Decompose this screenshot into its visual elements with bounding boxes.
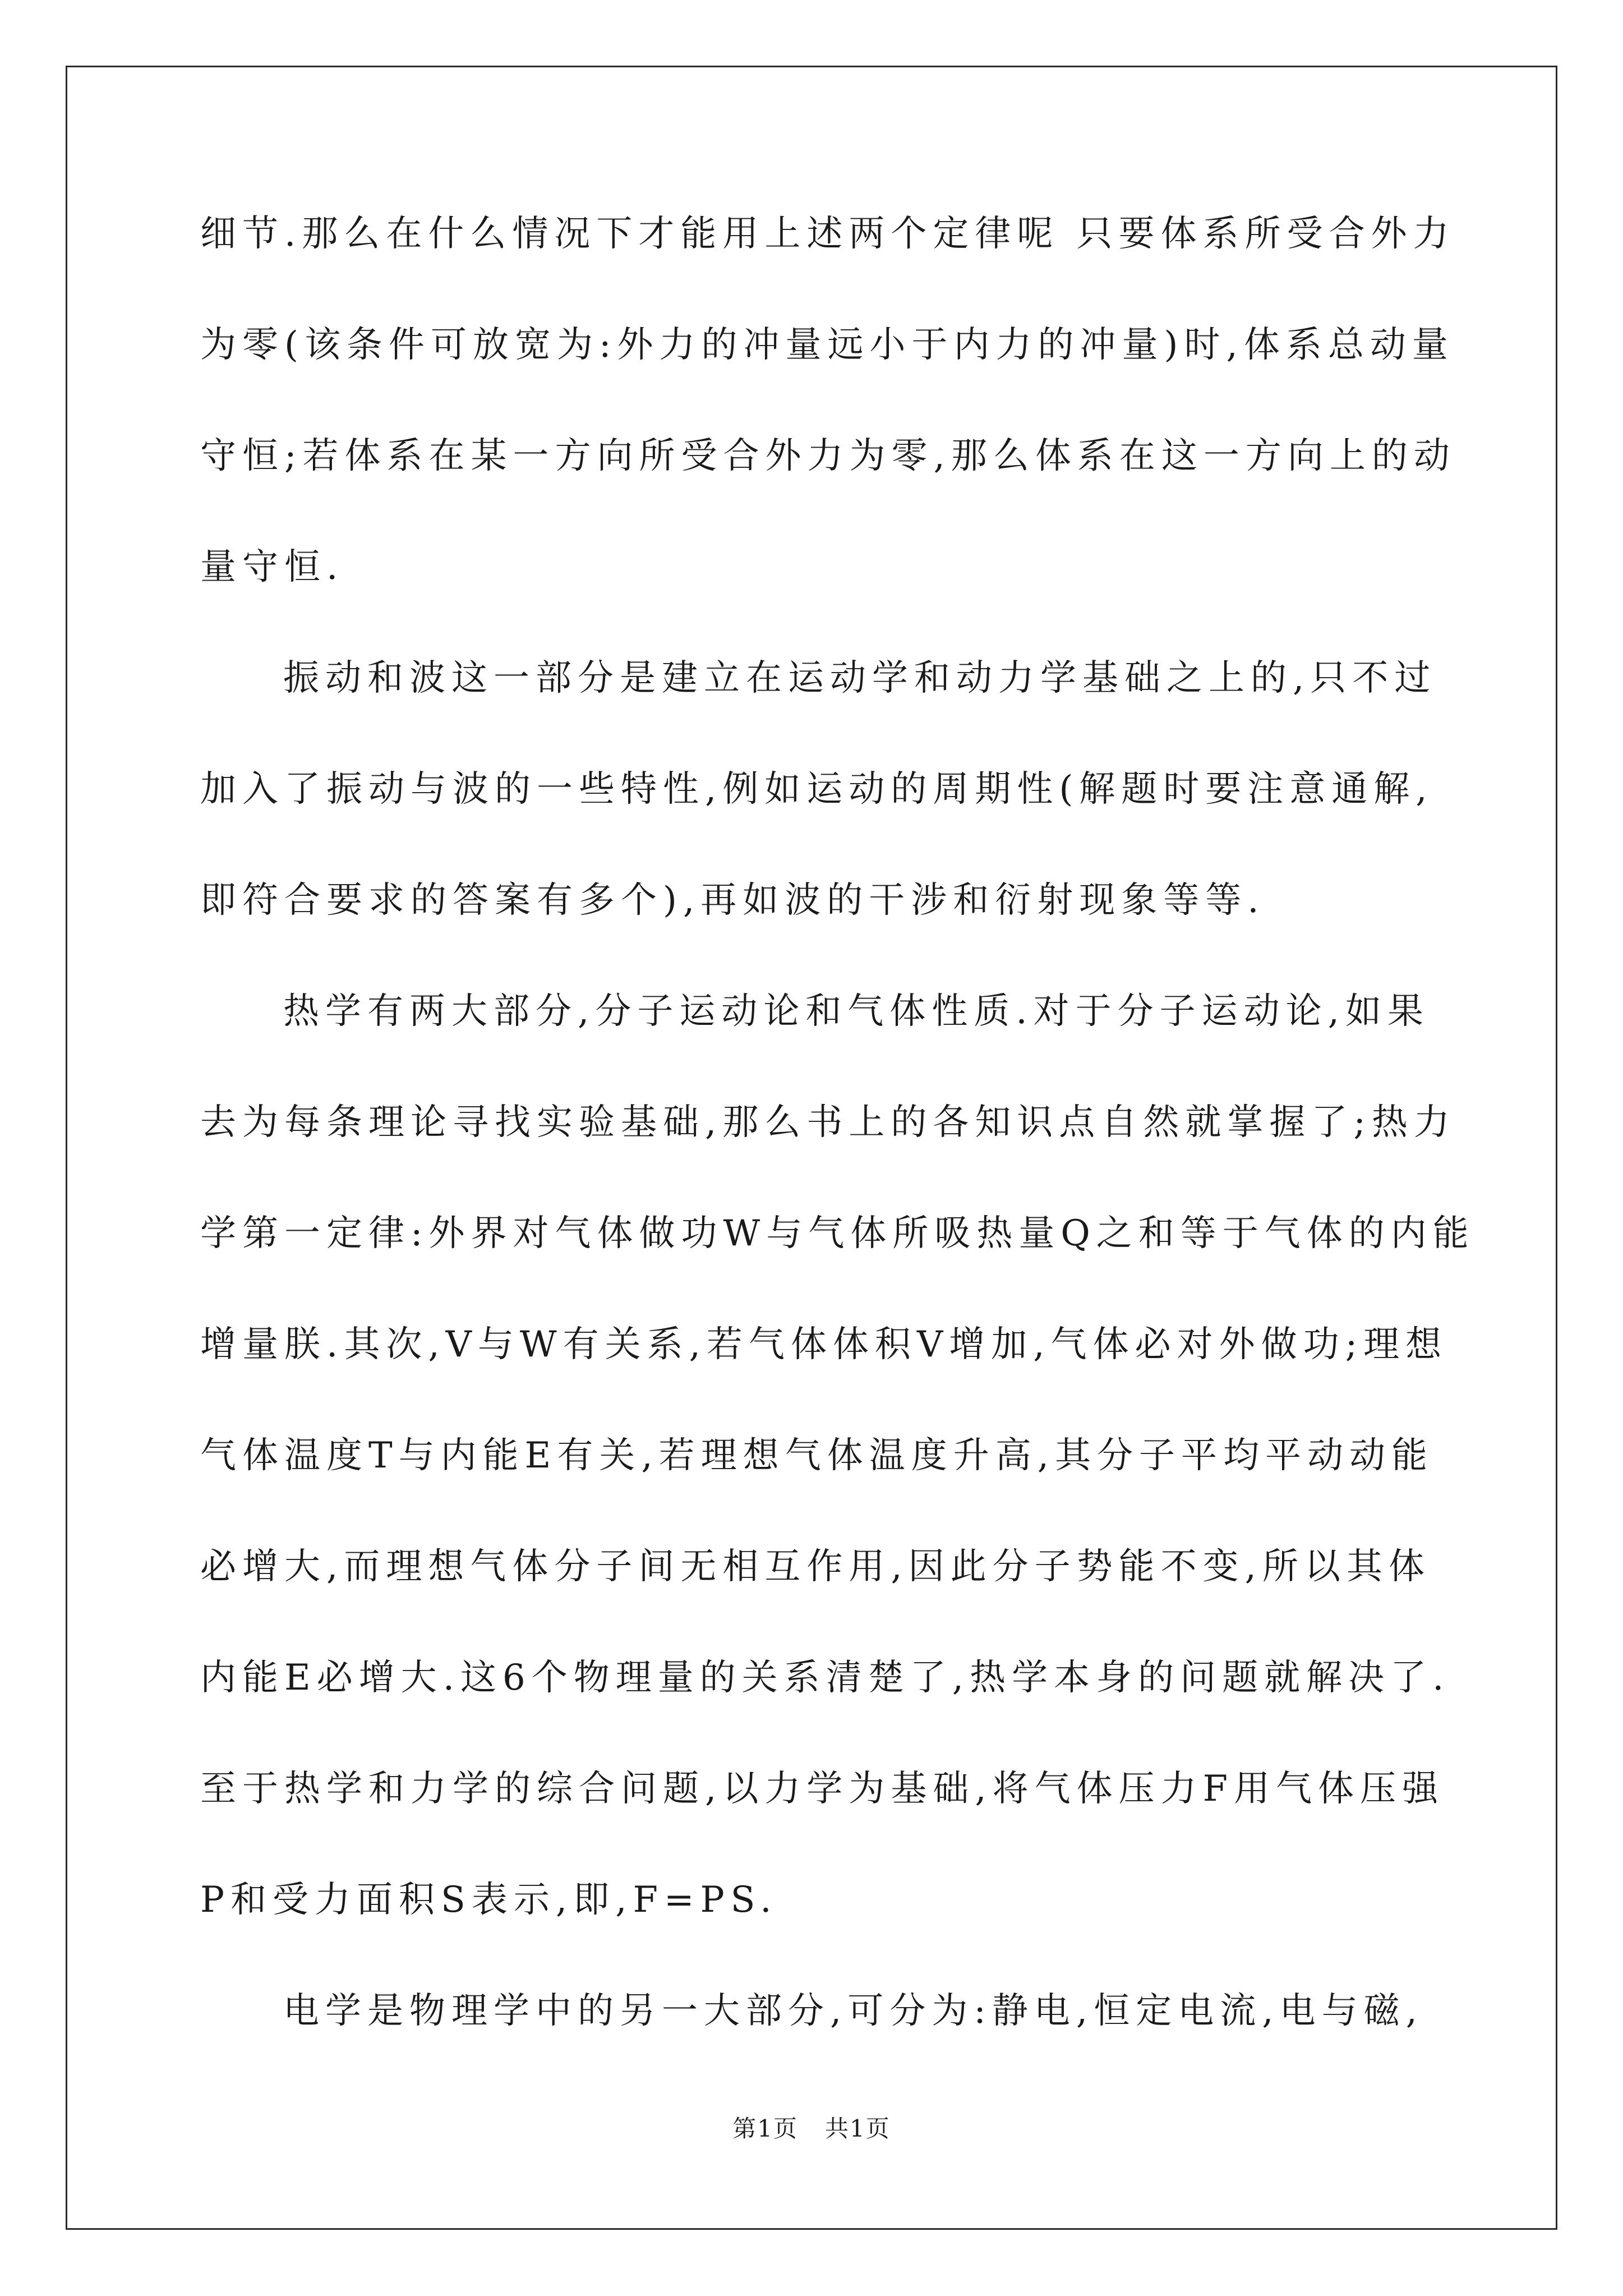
text-line: 细节.那么在什么情况下才能用上述两个定律呢 只要体系所受合外力 [200, 213, 1455, 255]
text-line: P和受力面积S表示,即,F=PS. [200, 1879, 778, 1921]
text-line: 为零(该条件可放宽为:外力的冲量远小于内力的冲量)时,体系总动量 [200, 324, 1454, 366]
text-line: 振动和波这一部分是建立在运动学和动力学基础之上的,只不过 [283, 657, 1437, 699]
text-line: 热学有两大部分,分子运动论和气体性质.对于分子运动论,如果 [283, 991, 1430, 1032]
page-total: 共1页 [825, 2115, 891, 2142]
text-line: 增量朕.其次,V与W有关系,若气体体积V增加,气体必对外做功;理想 [200, 1324, 1448, 1365]
text-line: 气体温度T与内能E有关,若理想气体温度升高,其分子平均平动动能 [200, 1435, 1434, 1476]
text-line: 去为每条理论寻找实验基础,那么书上的各知识点自然就掌握了;热力 [200, 1102, 1456, 1143]
text-line: 至于热学和力学的综合问题,以力学为基础,将气体压力F用气体压强 [200, 1768, 1445, 1810]
text-line: 电学是物理学中的另一大部分,可分为:静电,恒定电流,电与磁, [283, 1990, 1423, 2032]
text-line: 守恒;若体系在某一方向所受合外力为零,那么体系在这一方向上的动 [200, 435, 1456, 477]
document-body [200, 213, 1475, 2104]
page-number: 第1页 [732, 2115, 798, 2142]
page-footer [0, 2117, 1623, 2141]
text-line: 内能E必增大.这6个物理量的关系清楚了,热学本身的问题就解决了. [200, 1657, 1450, 1699]
text-line: 必增大,而理想气体分子间无相互作用,因此分子势能不变,所以其体 [200, 1546, 1431, 1588]
text-line: 学第一定律:外界对气体做功W与气体所吸热量Q之和等于气体的内能 [200, 1213, 1475, 1254]
text-line: 加入了振动与波的一些特性,例如运动的周期性(解题时要注意通解, [200, 769, 1433, 810]
text-line: 量守恒. [200, 546, 344, 588]
text-line: 即符合要求的答案有多个),再如波的干涉和衍射现象等等. [200, 880, 1265, 921]
